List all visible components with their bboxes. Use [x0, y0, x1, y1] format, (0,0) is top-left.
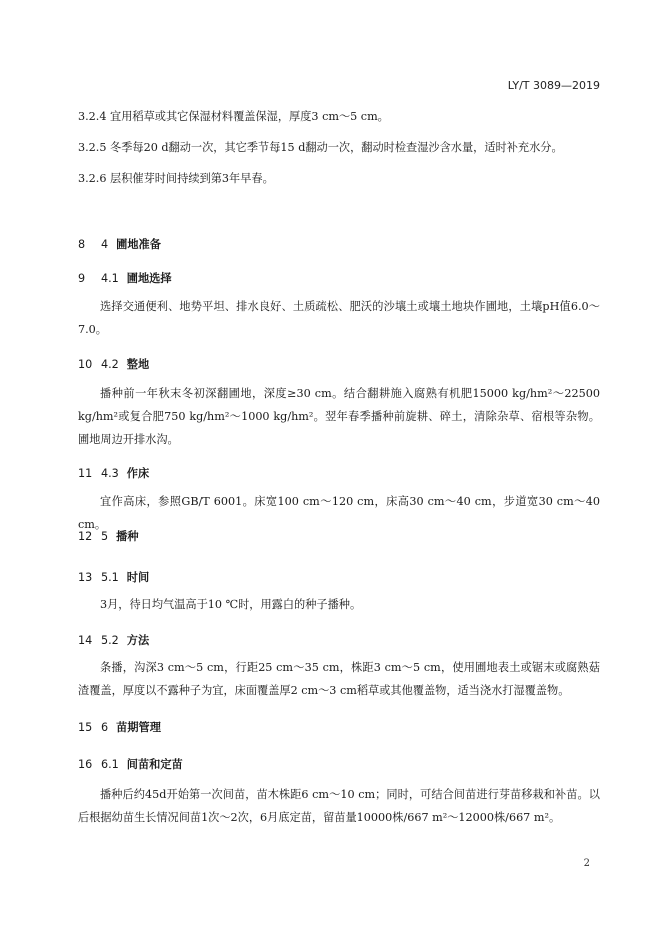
line-number: 13: [78, 571, 93, 584]
section-number: 5.1: [101, 571, 119, 584]
standard-code-header: LY/T 3089—2019: [507, 79, 600, 92]
line-number: 12: [78, 530, 93, 543]
section-heading: [78, 569, 149, 585]
section-title: 圃地准备: [116, 238, 161, 251]
line-number: 15: [78, 721, 93, 734]
paragraph-site-selection: 选择交通便利、地势平坦、排水良好、土质疏松、肥沃的沙壤土或壤土地块作圃地，土壤pH值6.0～7.0。: [78, 300, 600, 336]
section-heading: [78, 528, 139, 544]
section-number: 5: [101, 530, 109, 543]
section-number: 6.1: [101, 758, 119, 771]
section-title: 时间: [126, 571, 150, 584]
line-number: 11: [78, 467, 93, 480]
clause-3-2-6: 3.2.6 层积催芽时间持续到第3年早春。: [78, 172, 274, 185]
section-title: 整地: [126, 358, 150, 371]
section-title: 播种: [116, 530, 139, 543]
line-number: 9: [78, 272, 86, 285]
page-number: 2: [583, 858, 590, 869]
line-number: 8: [78, 238, 86, 251]
section-title: 作床: [126, 467, 150, 480]
section-heading: [78, 756, 183, 772]
paragraph-thinning: 播种后约45d开始第一次间苗，苗木株距6 cm～10 cm；同时，可结合间苗进行芽苗移栽和补苗。以后根据幼苗生长情况间苗1次～2次，6月底定苗，留苗量10000株/667 m²～12000株/667 m²。: [78, 788, 600, 824]
section-heading: [78, 236, 161, 252]
paragraph-bed: 宜作高床，参照GB/T 6001。床宽100 cm～120 cm，床高30 cm～40 cm，步道宽30 cm～40 cm。: [78, 495, 600, 531]
section-number: 4: [101, 238, 109, 251]
section-number: 4.1: [101, 272, 119, 285]
paragraph-land-preparation: 播种前一年秋末冬初深翻圃地，深度≥30 cm。结合翻耕施入腐熟有机肥15000 kg/hm²～22500 kg/hm²或复合肥750 kg/hm²～1000 kg/hm²。翌年春季播种前旋耕、碎土，清除杂草、宿根等杂物。圃地周边开排水沟。: [78, 387, 600, 446]
paragraph-method: 条播，沟深3 cm～5 cm，行距25 cm～35 cm，株距3 cm～5 cm，使用圃地表土或锯末或腐熟菇渣覆盖，厚度以不露种子为宜，床面覆盖厚2 cm～3 cm稻草或其他覆盖物，适当浇水打湿覆盖物。: [78, 661, 600, 697]
section-title: 方法: [126, 634, 150, 647]
section-heading: [78, 270, 172, 286]
section-heading: [78, 719, 161, 735]
line-number: 10: [78, 358, 93, 371]
section-number: 5.2: [101, 634, 119, 647]
section-number: 6: [101, 721, 109, 734]
section-heading: [78, 632, 149, 648]
section-title: 间苗和定苗: [126, 758, 183, 771]
paragraph-timing: 3月，待日均气温高于10 ℃时，用露白的种子播种。: [100, 598, 362, 611]
clause-3-2-4: 3.2.4 宜用稻草或其它保湿材料覆盖保湿，厚度3 cm～5 cm。: [78, 110, 389, 123]
section-number: 4.3: [101, 467, 119, 480]
line-number: 14: [78, 634, 93, 647]
clause-3-2-5: 3.2.5 冬季每20 d翻动一次，其它季节每15 d翻动一次，翻动时检查湿沙含水量，适时补充水分。: [78, 141, 563, 154]
section-heading: [78, 465, 149, 481]
section-number: 4.2: [101, 358, 119, 371]
section-heading: [78, 356, 149, 372]
line-number: 16: [78, 758, 93, 771]
section-title: 圃地选择: [126, 272, 172, 285]
section-title: 苗期管理: [116, 721, 161, 734]
